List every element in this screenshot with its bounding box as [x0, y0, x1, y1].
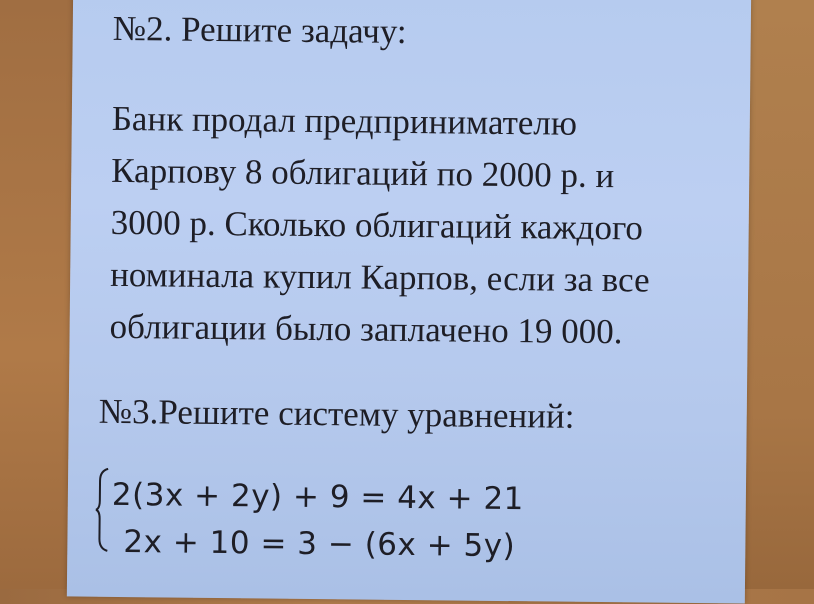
equation-1: 2(3x + 2y) + 9 = 4x + 21 — [111, 476, 525, 518]
task2-line-1: Банк продал предпринимателю — [111, 98, 578, 143]
equation-2: 2x + 10 = 3 − (6x + 5y) — [123, 524, 516, 565]
task2-line-4: номинала купил Карпов, если за все — [109, 254, 650, 300]
system-brace — [95, 467, 110, 553]
task2-line-2: Карпову 8 облигаций по 2000 р. и — [111, 150, 615, 196]
table-surface-right — [740, 0, 814, 589]
task3-heading: №3.Решите систему уравнений: — [98, 391, 575, 436]
task-card — [67, 0, 751, 604]
task2-line-5: облигации было заплачено 19 000. — [109, 306, 623, 352]
task2-heading: №2. Решите задачу: — [112, 8, 407, 51]
task2-line-3: 3000 р. Сколько облигаций каждого — [110, 202, 644, 248]
